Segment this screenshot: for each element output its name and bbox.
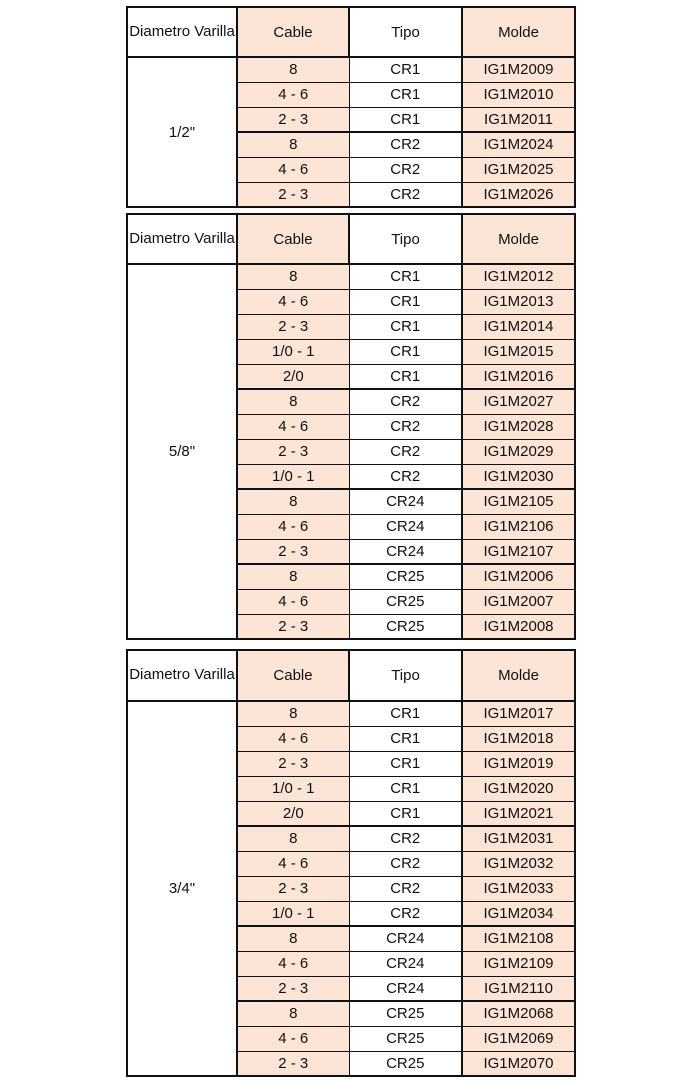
header-row xyxy=(127,7,575,57)
header-diametro-varilla: Diametro Varilla xyxy=(127,7,237,57)
tipo-cell: CR1 xyxy=(349,776,462,801)
header-molde: Molde xyxy=(462,650,575,701)
molde-cell: IG1M2015 xyxy=(462,339,575,364)
tipo-cell: CR1 xyxy=(349,107,462,132)
diametro-varilla-value: 3/4" xyxy=(127,701,237,1076)
cable-cell: 2 - 3 xyxy=(237,439,349,464)
molde-cell: IG1M2031 xyxy=(462,826,575,851)
cable-cell: 2 - 3 xyxy=(237,751,349,776)
header-cable: Cable xyxy=(237,7,349,57)
tipo-cell: CR25 xyxy=(349,1001,462,1026)
molde-cell: IG1M2026 xyxy=(462,182,575,207)
table-row xyxy=(127,57,575,82)
tipo-cell: CR25 xyxy=(349,614,462,639)
cable-cell: 4 - 6 xyxy=(237,951,349,976)
table-row xyxy=(127,701,575,726)
molde-cell: IG1M2016 xyxy=(462,364,575,389)
molde-cell: IG1M2008 xyxy=(462,614,575,639)
cable-cell: 1/0 - 1 xyxy=(237,339,349,364)
header-row xyxy=(127,214,575,264)
molde-cell: IG1M2012 xyxy=(462,264,575,289)
header-molde: Molde xyxy=(462,7,575,57)
cable-cell: 4 - 6 xyxy=(237,726,349,751)
cable-cell: 8 xyxy=(237,389,349,414)
mold-table xyxy=(126,6,576,208)
tipo-cell: CR25 xyxy=(349,1026,462,1051)
tipo-cell: CR1 xyxy=(349,801,462,826)
cable-cell: 8 xyxy=(237,57,349,82)
molde-cell: IG1M2020 xyxy=(462,776,575,801)
header-diametro-varilla: Diametro Varilla xyxy=(127,214,237,264)
tipo-cell: CR2 xyxy=(349,464,462,489)
cable-cell: 2 - 3 xyxy=(237,182,349,207)
cable-cell: 4 - 6 xyxy=(237,514,349,539)
cable-cell: 4 - 6 xyxy=(237,589,349,614)
molde-cell: IG1M2069 xyxy=(462,1026,575,1051)
molde-cell: IG1M2009 xyxy=(462,57,575,82)
cable-cell: 8 xyxy=(237,564,349,589)
molde-cell: IG1M2027 xyxy=(462,389,575,414)
molde-cell: IG1M2007 xyxy=(462,589,575,614)
mold-table xyxy=(126,213,576,640)
molde-cell: IG1M2025 xyxy=(462,157,575,182)
cable-cell: 8 xyxy=(237,701,349,726)
tipo-cell: CR24 xyxy=(349,514,462,539)
molde-cell: IG1M2034 xyxy=(462,901,575,926)
tipo-cell: CR2 xyxy=(349,132,462,157)
cable-cell: 1/0 - 1 xyxy=(237,901,349,926)
tipo-cell: CR24 xyxy=(349,976,462,1001)
tipo-cell: CR2 xyxy=(349,182,462,207)
tipo-cell: CR2 xyxy=(349,414,462,439)
molde-cell: IG1M2029 xyxy=(462,439,575,464)
cable-cell: 4 - 6 xyxy=(237,1026,349,1051)
cable-cell: 4 - 6 xyxy=(237,157,349,182)
molde-cell: IG1M2024 xyxy=(462,132,575,157)
tipo-cell: CR2 xyxy=(349,389,462,414)
cable-cell: 8 xyxy=(237,132,349,157)
molde-cell: IG1M2006 xyxy=(462,564,575,589)
molde-cell: IG1M2070 xyxy=(462,1051,575,1076)
header-tipo: Tipo xyxy=(349,7,462,57)
diametro-varilla-value: 1/2" xyxy=(127,57,237,207)
molde-cell: IG1M2106 xyxy=(462,514,575,539)
cable-cell: 8 xyxy=(237,489,349,514)
header-tipo: Tipo xyxy=(349,214,462,264)
header-row xyxy=(127,650,575,701)
cable-cell: 2 - 3 xyxy=(237,539,349,564)
tipo-cell: CR1 xyxy=(349,751,462,776)
molde-cell: IG1M2018 xyxy=(462,726,575,751)
cable-cell: 2 - 3 xyxy=(237,876,349,901)
molde-cell: IG1M2011 xyxy=(462,107,575,132)
molde-cell: IG1M2109 xyxy=(462,951,575,976)
cable-cell: 4 - 6 xyxy=(237,851,349,876)
cable-cell: 2 - 3 xyxy=(237,614,349,639)
molde-cell: IG1M2028 xyxy=(462,414,575,439)
header-molde: Molde xyxy=(462,214,575,264)
tipo-cell: CR1 xyxy=(349,289,462,314)
molde-cell: IG1M2014 xyxy=(462,314,575,339)
tipo-cell: CR2 xyxy=(349,157,462,182)
cable-cell: 1/0 - 1 xyxy=(237,776,349,801)
header-cable: Cable xyxy=(237,650,349,701)
molde-cell: IG1M2013 xyxy=(462,289,575,314)
tipo-cell: CR2 xyxy=(349,876,462,901)
tipo-cell: CR1 xyxy=(349,726,462,751)
cable-cell: 8 xyxy=(237,264,349,289)
tipo-cell: CR1 xyxy=(349,264,462,289)
cable-cell: 8 xyxy=(237,1001,349,1026)
diametro-varilla-value: 5/8" xyxy=(127,264,237,639)
tipo-cell: CR24 xyxy=(349,926,462,951)
cable-cell: 4 - 6 xyxy=(237,82,349,107)
molde-cell: IG1M2019 xyxy=(462,751,575,776)
cable-cell: 2 - 3 xyxy=(237,976,349,1001)
molde-cell: IG1M2068 xyxy=(462,1001,575,1026)
tipo-cell: CR1 xyxy=(349,364,462,389)
tipo-cell: CR2 xyxy=(349,851,462,876)
header-cable: Cable xyxy=(237,214,349,264)
tipo-cell: CR1 xyxy=(349,701,462,726)
molde-cell: IG1M2032 xyxy=(462,851,575,876)
mold-table xyxy=(126,649,576,1077)
molde-cell: IG1M2108 xyxy=(462,926,575,951)
header-tipo: Tipo xyxy=(349,650,462,701)
cable-cell: 4 - 6 xyxy=(237,414,349,439)
cable-cell: 2/0 xyxy=(237,801,349,826)
tipo-cell: CR1 xyxy=(349,314,462,339)
molde-cell: IG1M2107 xyxy=(462,539,575,564)
molde-cell: IG1M2021 xyxy=(462,801,575,826)
cable-cell: 2 - 3 xyxy=(237,1051,349,1076)
cable-cell: 8 xyxy=(237,926,349,951)
molde-cell: IG1M2010 xyxy=(462,82,575,107)
cable-cell: 2 - 3 xyxy=(237,107,349,132)
tipo-cell: CR1 xyxy=(349,82,462,107)
tipo-cell: CR25 xyxy=(349,1051,462,1076)
tipo-cell: CR2 xyxy=(349,826,462,851)
molde-cell: IG1M2033 xyxy=(462,876,575,901)
tipo-cell: CR2 xyxy=(349,901,462,926)
molde-cell: IG1M2030 xyxy=(462,464,575,489)
tipo-cell: CR24 xyxy=(349,489,462,514)
table-row xyxy=(127,264,575,289)
tipo-cell: CR2 xyxy=(349,439,462,464)
tipo-cell: CR1 xyxy=(349,57,462,82)
cable-cell: 4 - 6 xyxy=(237,289,349,314)
molde-cell: IG1M2110 xyxy=(462,976,575,1001)
molde-cell: IG1M2105 xyxy=(462,489,575,514)
molde-cell: IG1M2017 xyxy=(462,701,575,726)
tipo-cell: CR1 xyxy=(349,339,462,364)
cable-cell: 1/0 - 1 xyxy=(237,464,349,489)
cable-cell: 2/0 xyxy=(237,364,349,389)
tipo-cell: CR25 xyxy=(349,564,462,589)
header-diametro-varilla: Diametro Varilla xyxy=(127,650,237,701)
tipo-cell: CR24 xyxy=(349,951,462,976)
cable-cell: 8 xyxy=(237,826,349,851)
cable-cell: 2 - 3 xyxy=(237,314,349,339)
tipo-cell: CR24 xyxy=(349,539,462,564)
tipo-cell: CR25 xyxy=(349,589,462,614)
